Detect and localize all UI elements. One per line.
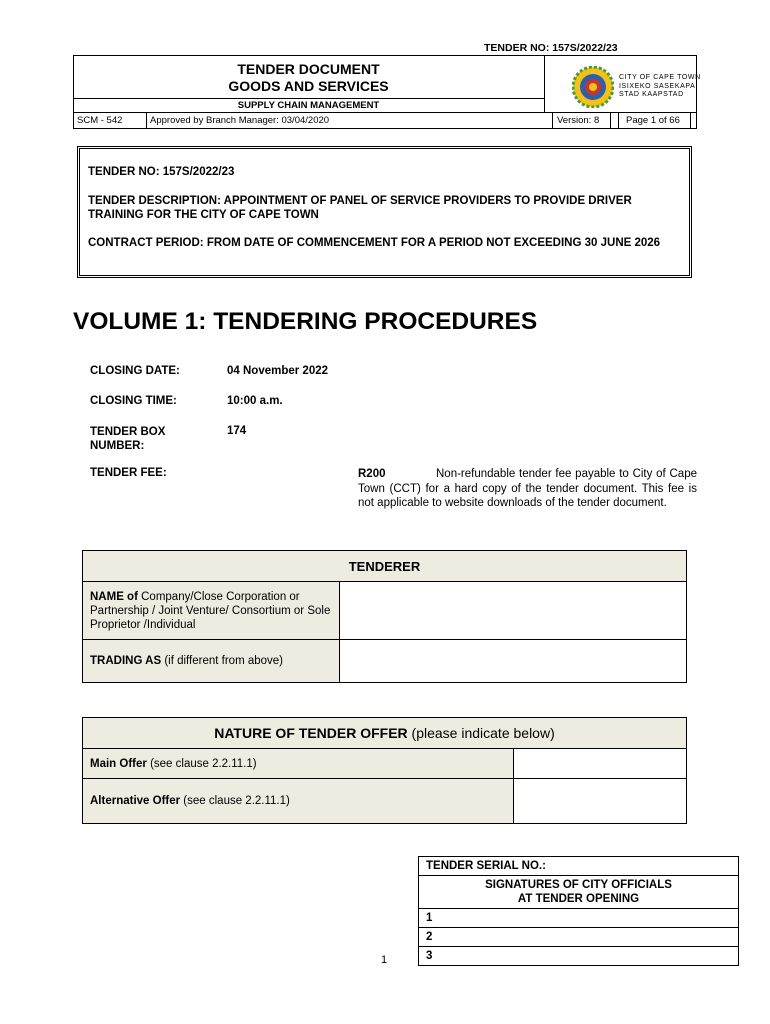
main-offer-label: Main Offer (see clause 2.2.11.1) (83, 749, 514, 779)
tender-fee-amount: R200 (358, 468, 386, 480)
name-label-cell: NAME of Company/Close Corporation or Partnership / Joint Venture/ Consortium or Sole Proprietor /Individual (83, 582, 340, 640)
main-offer-checkbox-cell[interactable] (514, 749, 687, 779)
tenderer-table (82, 550, 687, 683)
page-number: 1 (381, 954, 388, 966)
serial-table (418, 856, 739, 966)
alternative-offer-label: Alternative Offer (see clause 2.2.11.1) (83, 779, 514, 824)
name-input-cell[interactable] (340, 582, 687, 640)
tender-box-label: TENDER BOX NUMBER: (90, 426, 166, 452)
tender-description-box (77, 146, 692, 278)
trading-label-cell: TRADING AS (if different from above) (83, 640, 340, 683)
tender-fee-label: TENDER FEE: (90, 467, 167, 479)
offer-heading: NATURE OF TENDER OFFER (please indicate below) (83, 718, 687, 749)
closing-date-value: 04 November 2022 (227, 365, 329, 377)
alternative-offer-checkbox-cell[interactable] (514, 779, 687, 824)
tender-description: TENDER DESCRIPTION: APPOINTMENT OF PANEL OF SERVICE PROVIDERS TO PROVIDE DRIVER TRAINING FOR THE CITY OF CAPE TOWN (88, 195, 632, 221)
form-code: SCM - 542 (77, 115, 123, 126)
offer-table (82, 717, 687, 824)
city-seal-icon (572, 66, 614, 113)
trading-input-cell[interactable] (340, 640, 687, 683)
tender-fee-text: Non-refundable tender fee payable to City of Cape Town (CCT) for a hard copy of the tender document. This fee is not applicable to website downloads of the tender document. (358, 468, 697, 509)
page-label: Page 1 of 66 (626, 115, 680, 126)
signatures-heading: SIGNATURES OF CITY OFFICIALS AT TENDER OPENING (419, 876, 739, 909)
version-label: Version: 8 (557, 115, 600, 126)
department-label: SUPPLY CHAIN MANAGEMENT (237, 100, 380, 111)
tenderer-heading: TENDERER (83, 551, 687, 582)
closing-time-label: CLOSING TIME: (90, 395, 177, 407)
closing-date-label: CLOSING DATE: (90, 365, 180, 377)
top-tender-number: TENDER NO: 157S/2022/23 (484, 42, 618, 54)
box-tender-number: TENDER NO: 157S/2022/23 (88, 166, 235, 178)
document-title: TENDER DOCUMENT GOODS AND SERVICES (228, 61, 389, 94)
city-logo-text: CITY OF CAPE TOWN ISIXEKO SASEKAPA STAD KAAPSTAD (619, 74, 701, 98)
signature-row[interactable]: 3 (419, 947, 739, 966)
tender-box-value: 174 (227, 425, 247, 437)
closing-time-value: 10:00 a.m. (227, 395, 283, 407)
volume-title: VOLUME 1: TENDERING PROCEDURES (73, 308, 538, 335)
approval-note: Approved by Branch Manager: 03/04/2020 (150, 115, 330, 126)
signature-row[interactable]: 2 (419, 928, 739, 947)
serial-label: TENDER SERIAL NO.: (419, 857, 739, 876)
signature-row[interactable]: 1 (419, 909, 739, 928)
contract-period: CONTRACT PERIOD: FROM DATE OF COMMENCEMENT FOR A PERIOD NOT EXCEEDING 30 JUNE 2026 (88, 237, 661, 249)
